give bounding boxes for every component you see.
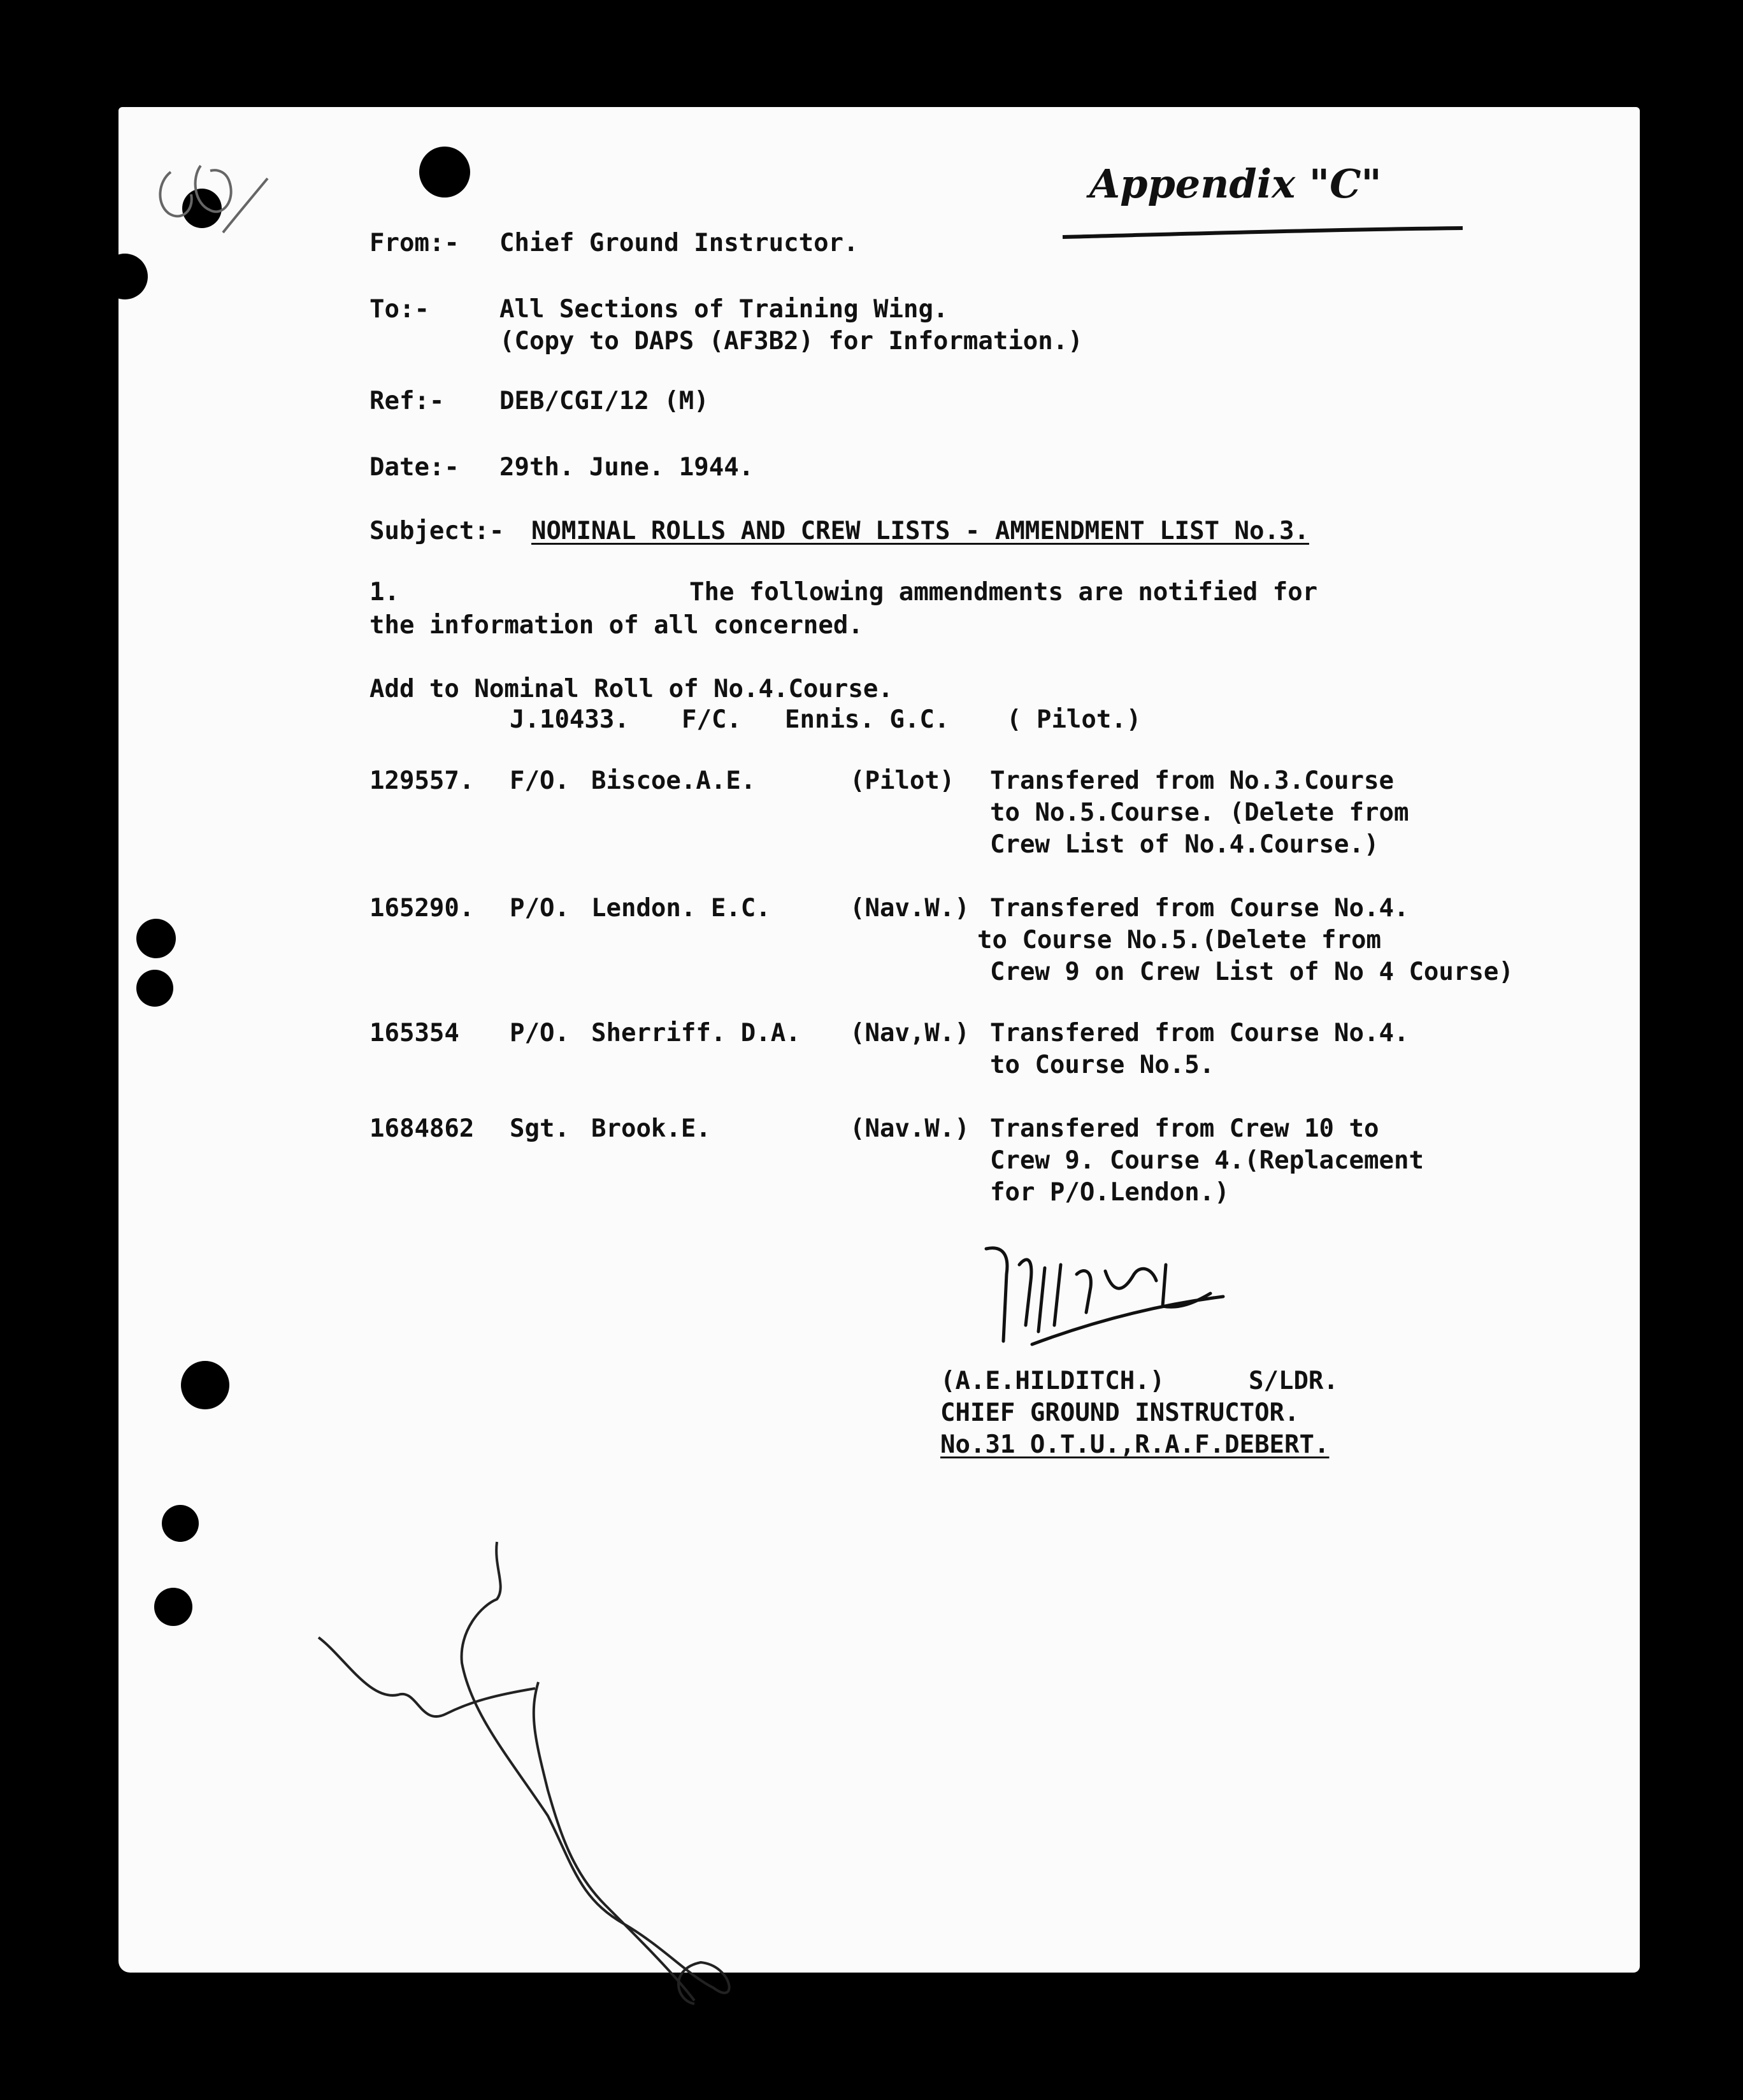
- to-value-line-1: All Sections of Training Wing.: [499, 295, 949, 324]
- add-entry-rank: F/C.: [682, 705, 742, 734]
- signatory-name: (A.E.HILDITCH.): [940, 1367, 1165, 1395]
- entry-name: Brook.E.: [591, 1114, 711, 1143]
- appendix-underline: [1063, 228, 1463, 237]
- entry-number: 1684862: [369, 1114, 475, 1143]
- signature: [986, 1248, 1223, 1344]
- paragraph-line-1: The following ammendments are notified for: [689, 578, 1318, 607]
- entry-note-line: Transfered from No.3.Course: [990, 766, 1394, 795]
- from-value: Chief Ground Instructor.: [499, 229, 859, 257]
- to-value-line-2: (Copy to DAPS (AF3B2) for Information.): [499, 327, 1083, 356]
- entry-note-line: to No.5.Course. (Delete from: [990, 798, 1409, 827]
- ref-label: Ref:-: [369, 387, 445, 415]
- entry-note-line: Crew List of No.4.Course.): [990, 830, 1379, 859]
- entry-role: (Nav.W.): [850, 894, 970, 923]
- to-label: To:-: [369, 295, 429, 324]
- signatory-unit: No.31 O.T.U.,R.A.F.DEBERT.: [940, 1430, 1330, 1459]
- entry-rank: P/O.: [510, 1019, 570, 1047]
- paragraph-line-2: the information of all concerned.: [369, 611, 863, 640]
- entry-role: (Nav,W.): [850, 1019, 970, 1047]
- signatory-title: CHIEF GROUND INSTRUCTOR.: [940, 1399, 1300, 1427]
- signatory-rank: S/LDR.: [1249, 1367, 1338, 1395]
- entry-rank: F/O.: [510, 766, 570, 795]
- entry-rank: Sgt.: [510, 1114, 570, 1143]
- loose-thread: [319, 1542, 729, 2004]
- entry-note-line: Transfered from Crew 10 to: [990, 1114, 1379, 1143]
- entry-rank: P/O.: [510, 894, 570, 923]
- from-label: From:-: [369, 229, 459, 257]
- entry-note-line: to Course No.5.(Delete from: [977, 926, 1381, 954]
- add-entry-role: ( Pilot.): [1007, 705, 1142, 734]
- paragraph-number: 1.: [369, 578, 399, 607]
- add-to-roll-line: Add to Nominal Roll of No.4.Course.: [369, 675, 893, 703]
- entry-number: 165290.: [369, 894, 475, 923]
- ref-value: DEB/CGI/12 (M): [499, 387, 709, 415]
- entry-note-line: for P/O.Lendon.): [990, 1178, 1230, 1207]
- add-entry-number: J.10433.: [510, 705, 629, 734]
- entry-note-line: to Course No.5.: [990, 1051, 1215, 1079]
- subject-value: NOMINAL ROLLS AND CREW LISTS - AMMENDMENT LIST No.3.: [531, 517, 1309, 545]
- entry-note-line: Transfered from Course No.4.: [990, 894, 1409, 923]
- date-value: 29th. June. 1944.: [499, 453, 754, 482]
- entry-note-line: Transfered from Course No.4.: [990, 1019, 1409, 1047]
- subject-label: Subject:-: [369, 517, 505, 545]
- entry-name: Biscoe.A.E.: [591, 766, 756, 795]
- pencil-annotation: [160, 166, 268, 233]
- entry-name: Sherriff. D.A.: [591, 1019, 801, 1047]
- entry-role: (Pilot): [850, 766, 955, 795]
- entry-note-line: Crew 9 on Crew List of No 4 Course): [990, 958, 1514, 986]
- entry-number: 129557.: [369, 766, 475, 795]
- entry-note-line: Crew 9. Course 4.(Replacement: [990, 1146, 1424, 1175]
- entry-number: 165354: [369, 1019, 459, 1047]
- appendix-heading: Appendix "C": [1089, 161, 1382, 207]
- entry-role: (Nav.W.): [850, 1114, 970, 1143]
- date-label: Date:-: [369, 453, 459, 482]
- add-entry-name: Ennis. G.C.: [785, 705, 950, 734]
- entry-name: Lendon. E.C.: [591, 894, 771, 923]
